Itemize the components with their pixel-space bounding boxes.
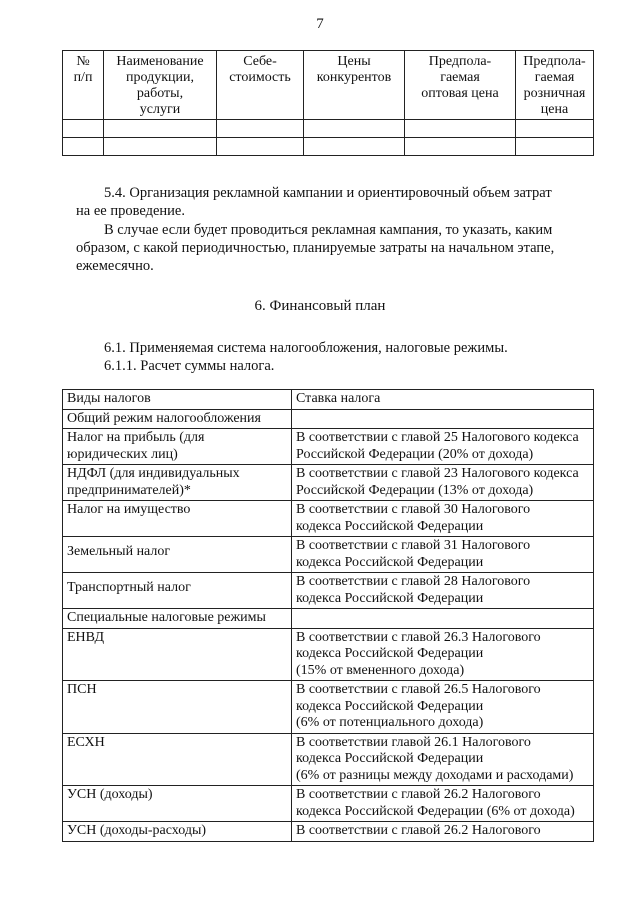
- section-row-general: Общий режим налогообложения: [63, 409, 594, 429]
- section-row-special: Специальные налоговые режимы: [63, 609, 594, 629]
- header-tax-rate: Ставка налога: [292, 390, 594, 410]
- section-6-1: 6.1. Применяемая система налогообложения, налоговые режимы.: [104, 340, 508, 356]
- product-table: [62, 50, 594, 156]
- table-row: Налог на прибыль (для юридических лиц) В соответствии с главой 25 Налогового кодекса Российской Федерации (20% от дохода): [63, 429, 594, 465]
- section-6-1-1: 6.1.1. Расчет суммы налога.: [104, 358, 275, 374]
- col-number: № п/п: [63, 51, 104, 120]
- header-tax-type: Виды налогов: [63, 390, 292, 410]
- table-row: [63, 138, 594, 156]
- col-retail-price: Предпола- гаемая розничная цена: [516, 51, 594, 120]
- col-cost: Себе- стоимость: [217, 51, 304, 120]
- table-row: ЕНВД В соответствии с главой 26.3 Налогового кодекса Российской Федерации (15% от вмененного дохода): [63, 628, 594, 681]
- table-row: Транспортный налог В соответствии с главой 28 Налогового кодекса Российской Федерации: [63, 573, 594, 609]
- product-table-header: [63, 51, 594, 120]
- section-5-4-line5: ежемесячно.: [76, 258, 154, 274]
- section-5-4-line2: на ее проведение.: [76, 203, 185, 219]
- section-6-title: 6. Финансовый план: [254, 298, 386, 314]
- table-row: ЕСХН В соответствии главой 26.1 Налогового кодекса Российской Федерации (6% от разницы между доходами и расходами): [63, 733, 594, 786]
- table-row: ПСН В соответствии с главой 26.5 Налогового кодекса Российской Федерации (6% от потенциального дохода): [63, 681, 594, 734]
- section-5-4-line1: 5.4. Организация рекламной кампании и ориентировочный объем затрат: [104, 185, 552, 201]
- table-row: УСН (доходы) В соответствии с главой 26.2 Налогового кодекса Российской Федерации (6% от дохода): [63, 786, 594, 822]
- page-number: 7: [316, 16, 324, 32]
- col-wholesale-price: Предпола- гаемая оптовая цена: [405, 51, 516, 120]
- section-5-4-line4: образом, с какой периодичностью, планируемые затраты на начальном этапе,: [76, 240, 555, 256]
- table-row: Земельный налог В соответствии с главой 31 Налогового кодекса Российской Федерации: [63, 537, 594, 573]
- tax-table: [62, 389, 594, 842]
- section-5-4-line3: В случае если будет проводиться рекламная кампания, то указать, каким: [104, 222, 553, 238]
- col-competitor-prices: Цены конкурентов: [304, 51, 405, 120]
- table-row: УСН (доходы-расходы) В соответствии с главой 26.2 Налогового: [63, 822, 594, 842]
- tax-table-header: [63, 390, 594, 410]
- col-product-name: Наименование продукции, работы, услуги: [104, 51, 217, 120]
- table-row: [63, 120, 594, 138]
- table-row: Налог на имущество В соответствии с главой 30 Налогового кодекса Российской Федерации: [63, 501, 594, 537]
- table-row: НДФЛ (для индивидуальных предпринимателей)* В соответствии с главой 23 Налогового кодекса Российской Федерации (13% от дохода): [63, 465, 594, 501]
